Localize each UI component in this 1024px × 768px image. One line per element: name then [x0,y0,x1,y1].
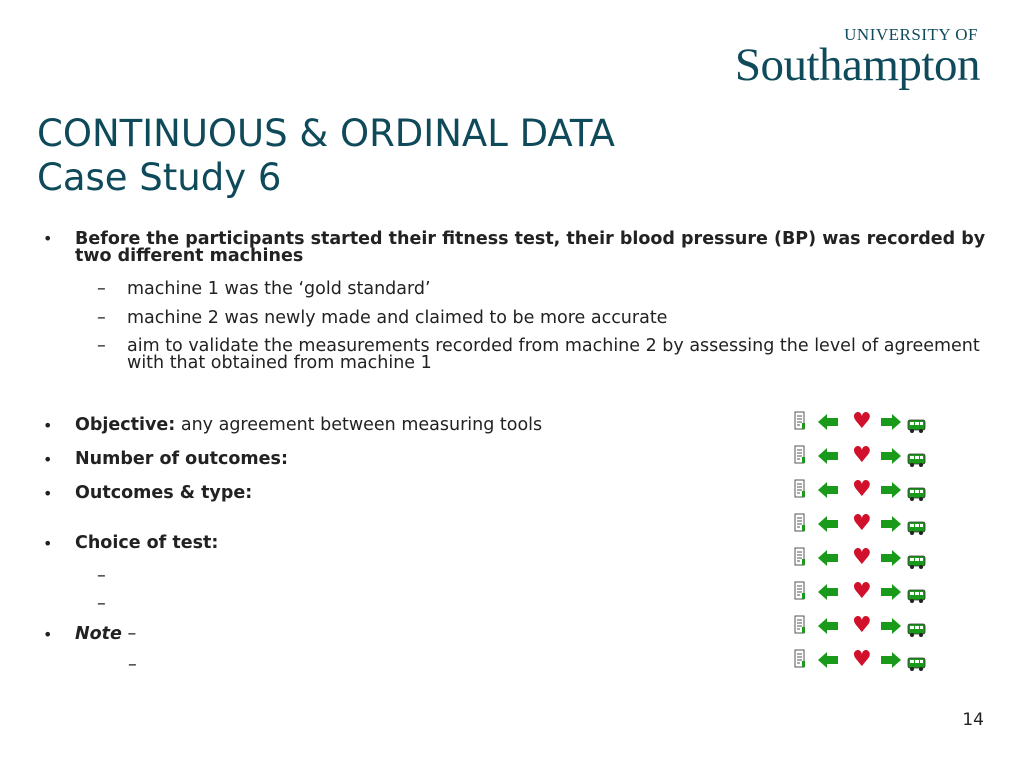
left-arrow-icon[interactable] [817,413,839,435]
sub-dash: – [97,594,106,614]
nav-icon-row [794,581,934,605]
right-arrow-icon[interactable] [880,651,902,673]
sub-dash: – [97,336,106,356]
nav-icon-row [794,513,934,537]
sub-dash: – [128,655,137,675]
heart-icon[interactable]: ♥ [852,443,872,468]
nav-icon-row [794,445,934,469]
left-arrow-icon[interactable] [817,447,839,469]
document-icon[interactable] [794,445,806,465]
bullet-dot: • [43,416,53,435]
bullet-dot: • [43,625,53,644]
nav-icon-row [794,615,934,639]
document-icon[interactable] [794,615,806,635]
bullet-outcomes-type: Outcomes & type: [75,483,253,503]
heart-icon[interactable]: ♥ [852,545,872,570]
document-icon[interactable] [794,649,806,669]
heart-icon[interactable]: ♥ [852,477,872,502]
left-arrow-icon[interactable] [817,549,839,571]
bullet-dot: • [43,450,53,469]
bullet-note [75,626,755,643]
note-label: Note [75,624,122,644]
bullet-dot: • [43,534,53,553]
heart-icon[interactable]: ♥ [852,647,872,672]
nav-icon-row [794,479,934,503]
bus-icon[interactable] [907,418,927,438]
right-arrow-icon[interactable] [880,481,902,503]
document-icon[interactable] [794,411,806,431]
left-arrow-icon[interactable] [817,481,839,503]
right-arrow-icon[interactable] [880,617,902,639]
left-arrow-icon[interactable] [817,617,839,639]
heart-icon[interactable]: ♥ [852,511,872,536]
left-arrow-icon[interactable] [817,583,839,605]
logo-southampton: Southampton [734,39,980,91]
sub-dash: – [97,308,106,328]
nav-icon-row [794,411,934,435]
bus-icon[interactable] [907,588,927,608]
sub-dash: – [97,566,106,586]
title-line-1: CONTINUOUS & ORDINAL DATA [37,112,615,155]
bus-icon[interactable] [907,520,927,540]
document-icon[interactable] [794,479,806,499]
note-dash: – [121,624,137,644]
bullet-objective [75,417,755,434]
objective-text: any agreement between measuring tools [175,415,543,435]
heart-icon[interactable]: ♥ [852,409,872,434]
heart-icon[interactable]: ♥ [852,579,872,604]
bullet-choice-of-test: Choice of test: [75,533,219,553]
nav-icon-row [794,649,934,673]
bus-icon[interactable] [907,452,927,472]
document-icon[interactable] [794,513,806,533]
bus-icon[interactable] [907,554,927,574]
bus-icon[interactable] [907,656,927,676]
bullet-dot: • [43,229,53,248]
heart-icon[interactable]: ♥ [852,613,872,638]
document-icon[interactable] [794,547,806,567]
sub-dash: – [97,279,106,299]
left-arrow-icon[interactable] [817,515,839,537]
right-arrow-icon[interactable] [880,583,902,605]
university-logo [734,25,980,91]
bullet-dot: • [43,484,53,503]
bullet-number-of-outcomes: Number of outcomes: [75,449,288,469]
right-arrow-icon[interactable] [880,413,902,435]
logo-university-of: UNIVERSITY OF [844,25,978,44]
bullet-bp-recorded: Before the participants started their fitness test, their blood pressure (BP) was recorded by two different machines [75,229,986,266]
right-arrow-icon[interactable] [880,515,902,537]
sub-bullet-aim: aim to validate the measurements recorded from machine 2 by assessing the level of agreement with that obtained from machine 1 [127,336,980,373]
document-icon[interactable] [794,581,806,601]
objective-label: Objective: [75,415,176,435]
title-line-2: Case Study 6 [37,156,282,199]
sub-bullet-machine1: machine 1 was the ‘gold standard’ [127,279,431,299]
slide-title [37,112,615,200]
sub-bullet-machine2: machine 2 was newly made and claimed to be more accurate [127,308,668,328]
bus-icon[interactable] [907,486,927,506]
left-arrow-icon[interactable] [817,651,839,673]
right-arrow-icon[interactable] [880,447,902,469]
nav-icon-row [794,547,934,571]
page-number: 14 [962,710,984,730]
right-arrow-icon[interactable] [880,549,902,571]
bus-icon[interactable] [907,622,927,642]
